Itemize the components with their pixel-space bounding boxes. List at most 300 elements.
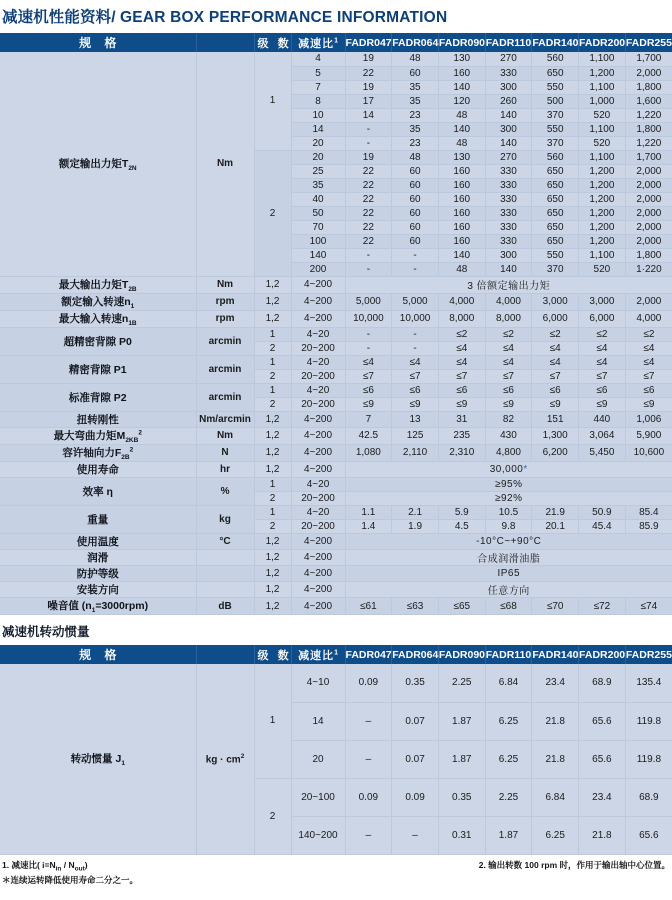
ratio-cell: 4~20: [291, 355, 345, 369]
table-row: [0, 293, 672, 310]
header-model-0: FADR047: [345, 33, 392, 52]
table-row: [0, 461, 672, 477]
value-cell-FADR090: 4.5: [438, 519, 485, 533]
value-cell-FADR255: 85.9: [625, 519, 672, 533]
value-cell-FADR200: 440: [579, 411, 626, 427]
value-cell-FADR047: 10,000: [345, 310, 392, 327]
ratio-cell: 4: [291, 52, 345, 66]
value-cell-FADR064: 60: [392, 164, 439, 178]
value-cell-FADR064: ≤7: [392, 369, 439, 383]
value-cell-FADR255: 4,000: [625, 310, 672, 327]
value-cell-FADR047: 22: [345, 178, 392, 192]
stage-cell: 1,2: [254, 461, 291, 477]
value-cell-FADR140: 23.4: [532, 664, 579, 702]
page-title-en: GEAR BOX PERFORMANCE INFORMATION: [120, 9, 448, 26]
ratio-cell: 14: [291, 122, 345, 136]
inertia-header-ratio-label: 减速比: [298, 649, 335, 662]
ratio-cell: 20~200: [291, 519, 345, 533]
footnotes: [0, 855, 672, 886]
stage-cell: 1: [254, 477, 291, 491]
spec-name-max-output-torque: 最大输出力矩$T_{2B}$: [0, 276, 196, 293]
value-cell-FADR047: 22: [345, 192, 392, 206]
value-cell-FADR255: ≤4: [625, 355, 672, 369]
stage-cell: 1,2: [254, 293, 291, 310]
inertia-header-unit: [196, 645, 254, 664]
value-cell-FADR064: 10,000: [392, 310, 439, 327]
spec-unit-backlash-p2: arcmin: [196, 383, 254, 411]
value-cell-FADR140: 650: [532, 234, 579, 248]
ratio-cell: 4~20: [291, 477, 345, 491]
value-cell-FADR110: 140: [485, 108, 532, 122]
ratio-cell: 50: [291, 206, 345, 220]
value-cell-FADR200: 1,200: [579, 66, 626, 80]
value-cell-FADR064: 0.07: [392, 740, 439, 778]
ratio-cell: 4~200: [291, 533, 345, 549]
value-cell-FADR255: 1,700: [625, 150, 672, 164]
spec-name-weight: 重量: [0, 505, 196, 533]
value-cell-span: ≥92%: [345, 491, 672, 505]
spec-name-backlash-p0: 超精密背隙 P0: [0, 327, 196, 355]
value-cell-FADR140: 650: [532, 164, 579, 178]
value-cell-FADR110: 8,000: [485, 310, 532, 327]
value-cell-FADR140: 550: [532, 80, 579, 94]
value-cell-FADR255: 1,220: [625, 108, 672, 122]
value-cell-FADR200: 520: [579, 108, 626, 122]
value-cell-FADR110: 4,800: [485, 444, 532, 461]
value-cell-FADR140: 370: [532, 262, 579, 276]
table-row: [0, 52, 672, 66]
value-cell-FADR090: 48: [438, 262, 485, 276]
value-cell-FADR110: ≤4: [485, 355, 532, 369]
value-cell-FADR090: ≤6: [438, 383, 485, 397]
value-cell-FADR140: 21.8: [532, 702, 579, 740]
ratio-cell: 4~10: [291, 664, 345, 702]
spec-unit-moment-of-inertia: kg · $cm^2$: [196, 664, 254, 854]
inertia-header-model-1: FADR064: [392, 645, 439, 664]
value-cell-FADR064: 60: [392, 192, 439, 206]
value-cell-FADR140: 1,300: [532, 427, 579, 444]
value-cell-FADR090: 160: [438, 206, 485, 220]
spec-name-max-bending-moment: 最大弯曲力矩$M_{2KB}^2$: [0, 427, 196, 444]
value-cell-FADR110: 300: [485, 80, 532, 94]
inertia-title: 减速机转动惯量: [2, 625, 90, 640]
spec-unit-lubrication: [196, 549, 254, 565]
value-cell-span: IP65: [345, 565, 672, 581]
ratio-cell: 7: [291, 80, 345, 94]
value-cell-FADR064: 125: [392, 427, 439, 444]
ratio-cell: 140~200: [291, 816, 345, 854]
value-cell-FADR064: 60: [392, 178, 439, 192]
spec-name-allowable-axial-force: 容许轴向力$F_{2B}^2$: [0, 444, 196, 461]
table-row: [0, 411, 672, 427]
ratio-cell: 20~200: [291, 491, 345, 505]
value-cell-FADR255: 2,000: [625, 66, 672, 80]
value-cell-FADR140: 650: [532, 220, 579, 234]
ratio-cell: 4~200: [291, 310, 345, 327]
spec-unit-rated-input-speed: rpm: [196, 293, 254, 310]
value-cell-FADR064: 13: [392, 411, 439, 427]
spec-name-backlash-p2: 标准背隙 P2: [0, 383, 196, 411]
ratio-cell: 4~200: [291, 293, 345, 310]
value-cell-FADR090: 4,000: [438, 293, 485, 310]
stage-cell: 1: [254, 52, 291, 150]
spec-unit-backlash-p1: arcmin: [196, 355, 254, 383]
value-cell-FADR110: 1.87: [485, 816, 532, 854]
value-cell-FADR047: -: [345, 248, 392, 262]
footnote-1-post: ): [84, 859, 88, 870]
value-cell-FADR200: 1,200: [579, 192, 626, 206]
spec-name-noise-level: 噪音值 $(n_1=3000rpm)$: [0, 597, 196, 614]
value-cell-FADR064: ≤9: [392, 397, 439, 411]
value-cell-FADR140: ≤4: [532, 341, 579, 355]
spec-unit-rated-output-torque: Nm: [196, 52, 254, 276]
value-cell-FADR047: 42.5: [345, 427, 392, 444]
value-cell-FADR090: 140: [438, 248, 485, 262]
value-cell-FADR110: 270: [485, 150, 532, 164]
value-cell-FADR110: ≤68: [485, 597, 532, 614]
value-cell-FADR140: 20.1: [532, 519, 579, 533]
value-cell-FADR200: ≤4: [579, 355, 626, 369]
value-cell-FADR064: ≤4: [392, 355, 439, 369]
value-cell-FADR255: 2,000: [625, 192, 672, 206]
footnote-1-pre: 1. 减速比( i=N: [2, 859, 56, 870]
ratio-cell: 200: [291, 262, 345, 276]
value-cell-FADR090: 8,000: [438, 310, 485, 327]
value-cell-FADR255: 1,800: [625, 122, 672, 136]
value-cell-FADR255: 2,000: [625, 220, 672, 234]
value-cell-FADR255: 135.4: [625, 664, 672, 702]
spec-unit-efficiency: %: [196, 477, 254, 505]
value-cell-FADR255: ≤2: [625, 327, 672, 341]
value-cell-FADR255: 1,220: [625, 136, 672, 150]
value-cell-FADR090: 130: [438, 150, 485, 164]
spec-unit-weight: kg: [196, 505, 254, 533]
value-cell-FADR090: 2,310: [438, 444, 485, 461]
value-cell-FADR255: 2,000: [625, 293, 672, 310]
value-cell-FADR110: 2.25: [485, 778, 532, 816]
value-cell-FADR047: 1.1: [345, 505, 392, 519]
stage-cell: 1,2: [254, 597, 291, 614]
inertia-header-row: [0, 645, 672, 664]
stage-cell: 2: [254, 519, 291, 533]
ratio-cell: 8: [291, 94, 345, 108]
value-cell-span: 3 倍额定输出力矩: [345, 276, 672, 293]
value-cell-FADR140: ≤9: [532, 397, 579, 411]
header-model-4: FADR140: [532, 33, 579, 52]
value-cell-FADR090: 160: [438, 66, 485, 80]
value-cell-FADR110: 330: [485, 192, 532, 206]
value-cell-FADR140: 650: [532, 206, 579, 220]
value-cell-FADR255: ≤6: [625, 383, 672, 397]
value-cell-FADR064: 48: [392, 150, 439, 164]
value-cell-FADR090: 160: [438, 192, 485, 206]
value-cell-FADR064: 0.07: [392, 702, 439, 740]
header-ratio: [291, 33, 345, 52]
table-row: [0, 549, 672, 565]
value-cell-FADR064: 60: [392, 220, 439, 234]
value-cell-FADR047: ≤7: [345, 369, 392, 383]
performance-table-head: [0, 33, 672, 52]
stage-cell: 2: [254, 778, 291, 854]
value-cell-FADR255: 5,900: [625, 427, 672, 444]
value-cell-FADR047: 14: [345, 108, 392, 122]
value-cell-FADR140: ≤6: [532, 383, 579, 397]
spec-name-rated-input-speed: 额定输入转速$n_1$: [0, 293, 196, 310]
value-cell-FADR064: -: [392, 248, 439, 262]
value-cell-FADR047: 22: [345, 220, 392, 234]
value-cell-FADR110: 330: [485, 164, 532, 178]
table-row: [0, 565, 672, 581]
value-cell-FADR090: 2.25: [438, 664, 485, 702]
value-cell-FADR110: ≤2: [485, 327, 532, 341]
value-cell-FADR140: 3,000: [532, 293, 579, 310]
value-cell-FADR200: ≤72: [579, 597, 626, 614]
value-cell-FADR110: 300: [485, 122, 532, 136]
value-cell-FADR090: ≤65: [438, 597, 485, 614]
value-cell-FADR255: 1,800: [625, 248, 672, 262]
value-cell-FADR255: 1,800: [625, 80, 672, 94]
spec-unit-noise-level: dB: [196, 597, 254, 614]
value-cell-FADR140: 560: [532, 52, 579, 66]
table-row: [0, 444, 672, 461]
value-cell-FADR110: 140: [485, 136, 532, 150]
value-cell-FADR064: 35: [392, 94, 439, 108]
value-cell-FADR090: 160: [438, 164, 485, 178]
value-cell-FADR047: 0.09: [345, 664, 392, 702]
inertia-header-model-3: FADR110: [485, 645, 532, 664]
value-cell-FADR047: 5,000: [345, 293, 392, 310]
value-cell-FADR110: 4,000: [485, 293, 532, 310]
value-cell-FADR255: ≤4: [625, 341, 672, 355]
stage-cell: 1,2: [254, 276, 291, 293]
value-cell-FADR255: 1·220: [625, 262, 672, 276]
stage-cell: 1,2: [254, 444, 291, 461]
footnote-2: 2. 输出转数 100 rpm 时，作用于输出轴中心位置。: [478, 859, 670, 870]
value-cell-FADR200: ≤7: [579, 369, 626, 383]
value-cell-span: 30,000*: [345, 461, 672, 477]
value-cell-FADR064: 5,000: [392, 293, 439, 310]
value-cell-FADR064: 48: [392, 52, 439, 66]
performance-table-body: [0, 52, 672, 615]
value-cell-FADR255: 2,000: [625, 206, 672, 220]
value-cell-FADR140: 6,200: [532, 444, 579, 461]
footnote-1-mid: / N: [61, 859, 75, 870]
spec-name-moment-of-inertia: 转动惯量 $J_1$: [0, 664, 196, 854]
value-cell-FADR047: ≤9: [345, 397, 392, 411]
inertia-header-ratio-superscript: 1: [334, 648, 338, 656]
value-cell-FADR255: ≤74: [625, 597, 672, 614]
value-cell-FADR140: 650: [532, 178, 579, 192]
value-cell-FADR047: 22: [345, 206, 392, 220]
ratio-cell: 4~20: [291, 383, 345, 397]
ratio-cell: 40: [291, 192, 345, 206]
spec-unit-service-life: hr: [196, 461, 254, 477]
value-cell-FADR064: 0.09: [392, 778, 439, 816]
value-cell-FADR255: 65.6: [625, 816, 672, 854]
value-cell-FADR140: 650: [532, 66, 579, 80]
table-row: [0, 581, 672, 597]
value-cell-span: -10°C~+90°C: [345, 533, 672, 549]
value-cell-FADR047: -: [345, 327, 392, 341]
value-cell-FADR200: 6,000: [579, 310, 626, 327]
value-cell-FADR255: 119.8: [625, 740, 672, 778]
value-cell-FADR064: 60: [392, 66, 439, 80]
value-cell-FADR047: 19: [345, 150, 392, 164]
value-cell-FADR140: 650: [532, 192, 579, 206]
value-cell-FADR090: 31: [438, 411, 485, 427]
value-cell-FADR140: 500: [532, 94, 579, 108]
value-cell-FADR140: 550: [532, 248, 579, 262]
ratio-cell: 140: [291, 248, 345, 262]
spec-name-protection-class: 防护等级: [0, 565, 196, 581]
value-cell-FADR047: 1,080: [345, 444, 392, 461]
value-cell-FADR090: 48: [438, 108, 485, 122]
value-cell-FADR090: 160: [438, 220, 485, 234]
stage-cell: 1,2: [254, 549, 291, 565]
value-cell-FADR047: 22: [345, 164, 392, 178]
value-cell-FADR090: ≤2: [438, 327, 485, 341]
ratio-cell: 20: [291, 150, 345, 164]
table-row: [0, 533, 672, 549]
value-cell-FADR255: ≤7: [625, 369, 672, 383]
stage-cell: 1: [254, 383, 291, 397]
ratio-cell: 10: [291, 108, 345, 122]
value-cell-FADR200: 1,100: [579, 248, 626, 262]
value-cell-FADR090: ≤4: [438, 355, 485, 369]
spec-name-mounting-direction: 安装方向: [0, 581, 196, 597]
value-cell-FADR255: 2,000: [625, 164, 672, 178]
value-cell-FADR200: 1,200: [579, 206, 626, 220]
value-cell-FADR200: 1,200: [579, 220, 626, 234]
ratio-cell: 4~200: [291, 444, 345, 461]
table-row: [0, 310, 672, 327]
ratio-cell: 25: [291, 164, 345, 178]
value-cell-FADR047: -: [345, 136, 392, 150]
ratio-cell: 4~200: [291, 461, 345, 477]
value-cell-FADR140: 6,000: [532, 310, 579, 327]
header-row: [0, 33, 672, 52]
value-cell-FADR200: 1,200: [579, 178, 626, 192]
footnote-1-sub-out: out: [74, 865, 85, 873]
inertia-table-head: [0, 645, 672, 664]
header-ratio-superscript: 1: [334, 36, 338, 44]
value-cell-FADR047: 7: [345, 411, 392, 427]
value-cell-FADR140: ≤4: [532, 355, 579, 369]
value-cell-FADR047: 0.09: [345, 778, 392, 816]
value-cell-FADR090: 0.31: [438, 816, 485, 854]
header-ratio-label: 减速比: [298, 37, 335, 50]
table-row: [0, 383, 672, 397]
value-cell-span: 合成润滑油脂: [345, 549, 672, 565]
stage-cell: 2: [254, 369, 291, 383]
value-cell-FADR064: 35: [392, 122, 439, 136]
header-spec: 规 格: [0, 33, 196, 52]
header-model-5: FADR200: [579, 33, 626, 52]
value-cell-FADR200: ≤4: [579, 341, 626, 355]
header-model-6: FADR255: [625, 33, 672, 52]
value-cell-FADR110: 140: [485, 262, 532, 276]
value-cell-FADR110: 6.25: [485, 740, 532, 778]
value-cell-FADR255: 68.9: [625, 778, 672, 816]
value-cell-FADR047: ≤6: [345, 383, 392, 397]
value-cell-FADR090: ≤9: [438, 397, 485, 411]
value-cell-FADR140: 370: [532, 108, 579, 122]
value-cell-FADR064: 60: [392, 206, 439, 220]
spec-name-torsional-rigidity: 扭转刚性: [0, 411, 196, 427]
ratio-cell: 20: [291, 740, 345, 778]
ratio-cell: 20~200: [291, 397, 345, 411]
header-model-2: FADR090: [438, 33, 485, 52]
value-cell-FADR200: 3,000: [579, 293, 626, 310]
value-cell-FADR110: 6.25: [485, 702, 532, 740]
stage-cell: 1,2: [254, 427, 291, 444]
value-cell-FADR090: 120: [438, 94, 485, 108]
value-cell-FADR110: 300: [485, 248, 532, 262]
spec-unit-operating-temperature: °C: [196, 533, 254, 549]
value-cell-FADR140: 21.8: [532, 740, 579, 778]
ratio-cell: 14: [291, 702, 345, 740]
inertia-header-ratio: [291, 645, 345, 664]
stage-cell: 1,2: [254, 581, 291, 597]
spec-name-operating-temperature: 使用温度: [0, 533, 196, 549]
value-cell-FADR090: 235: [438, 427, 485, 444]
value-cell-FADR200: 23.4: [579, 778, 626, 816]
value-cell-FADR090: 160: [438, 178, 485, 192]
inertia-header-spec: 规 格: [0, 645, 196, 664]
value-cell-FADR047: ≤61: [345, 597, 392, 614]
value-cell-FADR200: 1,100: [579, 122, 626, 136]
value-cell-FADR064: 1.9: [392, 519, 439, 533]
value-cell-FADR200: 45.4: [579, 519, 626, 533]
value-cell-FADR200: 68.9: [579, 664, 626, 702]
value-cell-FADR047: 22: [345, 234, 392, 248]
value-cell-FADR140: 550: [532, 122, 579, 136]
value-cell-FADR110: 430: [485, 427, 532, 444]
stage-cell: 1,2: [254, 411, 291, 427]
spec-unit-torsional-rigidity: Nm/arcmin: [196, 411, 254, 427]
value-cell-FADR255: 1,700: [625, 52, 672, 66]
value-cell-FADR200: 3,064: [579, 427, 626, 444]
page-title: [0, 0, 672, 33]
spec-name-lubrication: 润滑: [0, 549, 196, 565]
value-cell-FADR064: 23: [392, 136, 439, 150]
table-row: [0, 477, 672, 491]
table-row: [0, 427, 672, 444]
page-title-cn: 减速机性能资料/: [2, 9, 116, 26]
value-cell-FADR200: 520: [579, 262, 626, 276]
inertia-header-model-4: FADR140: [532, 645, 579, 664]
value-cell-FADR064: 2.1: [392, 505, 439, 519]
performance-table: [0, 33, 672, 615]
spec-unit-allowable-axial-force: N: [196, 444, 254, 461]
spec-unit-backlash-p0: arcmin: [196, 327, 254, 355]
value-cell-FADR110: ≤4: [485, 341, 532, 355]
value-cell-FADR064: -: [392, 341, 439, 355]
value-cell-FADR140: 370: [532, 136, 579, 150]
value-cell-FADR064: -: [392, 327, 439, 341]
value-cell-FADR200: 65.6: [579, 702, 626, 740]
value-cell-FADR047: 17: [345, 94, 392, 108]
value-cell-FADR140: ≤70: [532, 597, 579, 614]
value-cell-FADR140: ≤2: [532, 327, 579, 341]
value-cell-FADR200: 520: [579, 136, 626, 150]
stage-cell: 2: [254, 341, 291, 355]
value-cell-FADR255: 2,000: [625, 234, 672, 248]
value-cell-FADR047: –: [345, 740, 392, 778]
spec-name-backlash-p1: 精密背隙 P1: [0, 355, 196, 383]
ratio-cell: 100: [291, 234, 345, 248]
value-cell-FADR090: 48: [438, 136, 485, 150]
